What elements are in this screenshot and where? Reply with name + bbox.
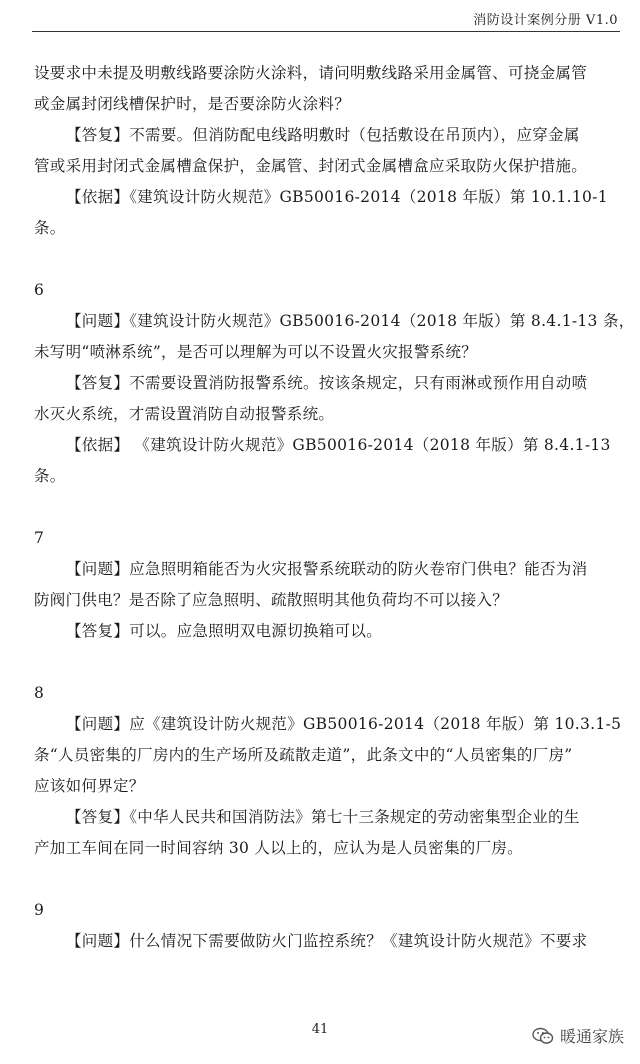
text-line: 应该如何界定？ — [34, 777, 145, 795]
text-line: 未写明“喷淋系统”，是否可以理解为可以不设置火灾报警系统？ — [34, 343, 478, 361]
paragraph-gap — [34, 647, 610, 678]
paragraph — [34, 430, 610, 492]
paragraph — [34, 58, 610, 120]
paragraph — [34, 120, 610, 182]
paragraph — [34, 802, 610, 864]
text-line: 条。 — [34, 467, 66, 485]
text-line: 【问题】应《建筑设计防火规范》GB50016-2014（2018 年版）第 10.3.1-5 — [66, 715, 622, 733]
text-line: 【答复】《中华人民共和国消防法》第七十三条规定的劳动密集型企业的生 — [66, 808, 580, 826]
item-number: 9 — [34, 901, 45, 919]
text-line: 或金属封闭线槽保护时，是否要涂防火涂料？ — [34, 95, 351, 113]
text-line: 产加工车间在同一时间容纳 30 人以上的，应认为是人员密集的厂房。 — [34, 839, 523, 857]
text-line: 【答复】不需要。但消防配电线路明敷时（包括敷设在吊顶内），应穿金属 — [66, 126, 580, 144]
watermark — [532, 1024, 624, 1047]
paragraph-gap — [34, 492, 610, 523]
text-line: 【问题】应急照明箱能否为火灾报警系统联动的防火卷帘门供电？能否为消 — [66, 560, 588, 578]
page-number: 41 — [311, 1022, 329, 1037]
text-line: 【答复】不需要设置消防报警系统。按该条规定，只有雨淋或预作用自动喷 — [66, 374, 588, 392]
paragraph — [34, 182, 610, 244]
paragraph — [34, 616, 610, 647]
text-line: 管或采用封闭式金属槽盒保护，金属管、封闭式金属槽盒应采取防火保护措施。 — [34, 157, 588, 175]
paragraph-gap — [34, 864, 610, 895]
item-number: 7 — [34, 529, 45, 547]
paragraph-gap — [34, 244, 610, 275]
header-rule — [32, 31, 620, 32]
text-line: 【问题】《建筑设计防火规范》GB50016-2014（2018 年版）第 8.4.1-13 条， — [66, 312, 635, 330]
text-line: 【依据】《建筑设计防火规范》GB50016-2014（2018 年版）第 10.1.10-1 — [66, 188, 608, 206]
header-title: 消防设计案例分册 V1.0 — [473, 13, 618, 28]
text-line: 防阀门供电？是否除了应急照明、疏散照明其他负荷均不可以接入？ — [34, 591, 509, 609]
wechat-icon — [532, 1027, 554, 1045]
text-line: 水灭火系统，才需设置消防自动报警系统。 — [34, 405, 335, 423]
page-header — [0, 0, 640, 34]
text-line: 【问题】什么情况下需要做防火门监控系统？《建筑设计防火规范》不要求 — [66, 932, 588, 950]
paragraph — [34, 368, 610, 430]
paragraph — [34, 926, 610, 957]
text-line: 设要求中未提及明敷线路要涂防火涂料，请问明敷线路采用金属管、可挠金属管 — [34, 64, 588, 82]
text-line: 条。 — [34, 219, 66, 237]
item-number: 8 — [34, 684, 45, 702]
text-line: 条“人员密集的厂房内的生产场所及疏散走道”，此条文中的“人员密集的厂房” — [34, 746, 573, 764]
text-line: 【答复】可以。应急照明双电源切换箱可以。 — [66, 622, 383, 640]
paragraph — [34, 709, 622, 802]
item-number: 6 — [34, 281, 45, 299]
paragraph — [34, 306, 635, 368]
document-body — [34, 58, 635, 957]
text-line: 【依据】 《建筑设计防火规范》GB50016-2014（2018 年版）第 8.4.1-13 — [66, 436, 611, 454]
watermark-text: 暖通家族 — [559, 1027, 624, 1046]
paragraph — [34, 554, 610, 616]
